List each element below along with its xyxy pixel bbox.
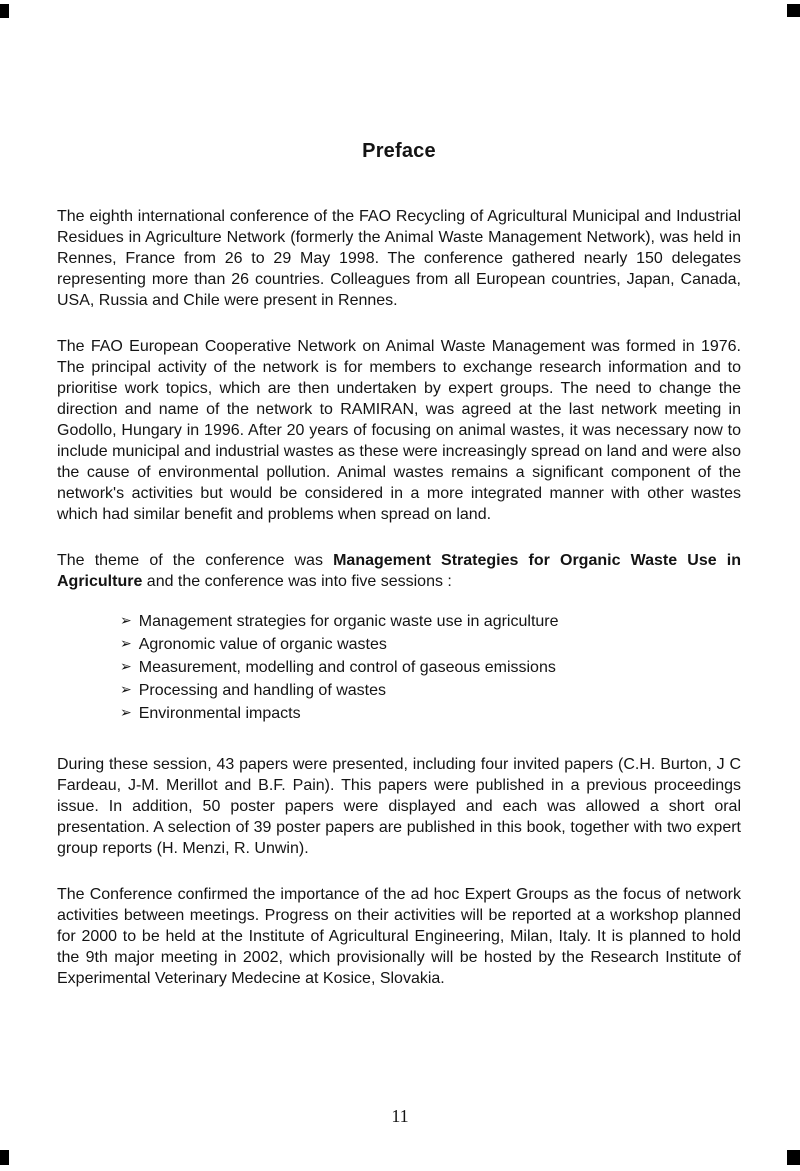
list-item: [120, 679, 741, 702]
scan-mark-top-right: [787, 4, 800, 17]
page-title: Preface: [362, 140, 436, 162]
scan-mark-top-left: [0, 4, 9, 18]
paragraph-papers-presented: During these session, 43 papers were presented, including four invited papers (C.H. Burton, J C Fardeau, J-M. Merillot and B.F. Pain). This papers were published in a previous proceedings issue. In addition, 50 poster papers were displayed and each was allowed a short oral presentation. A selection of 39 poster papers are published in this book, together with two expert group reports (H. Menzi, R. Unwin).: [57, 756, 741, 857]
arrow-bullet-icon: ➢: [120, 704, 132, 720]
arrow-bullet-icon: ➢: [120, 635, 132, 651]
theme-title-bold: Management Strategies for Organic Waste Use in Agriculture: [57, 552, 741, 590]
list-item-text: Processing and handling of wastes: [138, 682, 386, 699]
list-item: [120, 610, 741, 633]
arrow-bullet-icon: ➢: [120, 612, 132, 628]
list-item-text: Measurement, modelling and control of gaseous emissions: [138, 659, 556, 676]
scan-mark-bottom-left: [0, 1150, 9, 1165]
list-item-text: Environmental impacts: [138, 705, 301, 722]
list-item: [120, 656, 741, 679]
page-number: 11: [391, 1106, 409, 1126]
list-item-text: Management strategies for organic waste use in agriculture: [138, 613, 559, 630]
theme-text-pre: The theme of the conference was: [57, 552, 334, 569]
list-item-text: Agronomic value of organic wastes: [138, 636, 387, 653]
list-item: [120, 633, 741, 656]
arrow-bullet-icon: ➢: [120, 681, 132, 697]
paragraph-expert-groups: The Conference confirmed the importance of the ad hoc Expert Groups as the focus of network activities between meetings. Progress on their activities will be reported at a workshop planned for 2000 to be held at the Institute of Agricultural Engineering, Milan, Italy. It is planned to hold the 9th major meeting in 2002, which provisionally will be hosted by the Research Institute of Experimental Veterinary Medecine at Kosice, Slovakia.: [57, 886, 741, 987]
paragraph-conference-overview: The eighth international conference of the FAO Recycling of Agricultural Municipal and Industrial Residues in Agriculture Network (formerly the Animal Waste Management Network), was held in Rennes, France from 26 to 29 May 1998. The conference gathered nearly 150 delegates representing more than 26 countries. Colleagues from all European countries, Japan, Canada, USA, Russia and Chile were present in Rennes.: [57, 208, 741, 309]
theme-text-post: and the conference was into five sessions :: [142, 573, 452, 590]
session-list: [57, 610, 741, 725]
paragraph-network-history: The FAO European Cooperative Network on Animal Waste Management was formed in 1976. The principal activity of the network is for members to exchange research information and to prioritise work topics, which are then undertaken by expert groups. The need to change the direction and name of the network to RAMIRAN, was agreed at the last network meeting in Godollo, Hungary in 1996. After 20 years of focusing on animal wastes, it was necessary now to include municipal and industrial wastes as these were increasingly spread on land and were also the cause of environmental pollution. Animal wastes remains a significant component of the network's activities but would be considered in a more integrated manner with other wastes which had similar benefit and problems when spread on land.: [57, 338, 741, 523]
paragraph-conference-theme: [57, 550, 741, 592]
list-item: [120, 702, 741, 725]
scan-mark-bottom-right: [787, 1150, 800, 1165]
arrow-bullet-icon: ➢: [120, 658, 132, 674]
